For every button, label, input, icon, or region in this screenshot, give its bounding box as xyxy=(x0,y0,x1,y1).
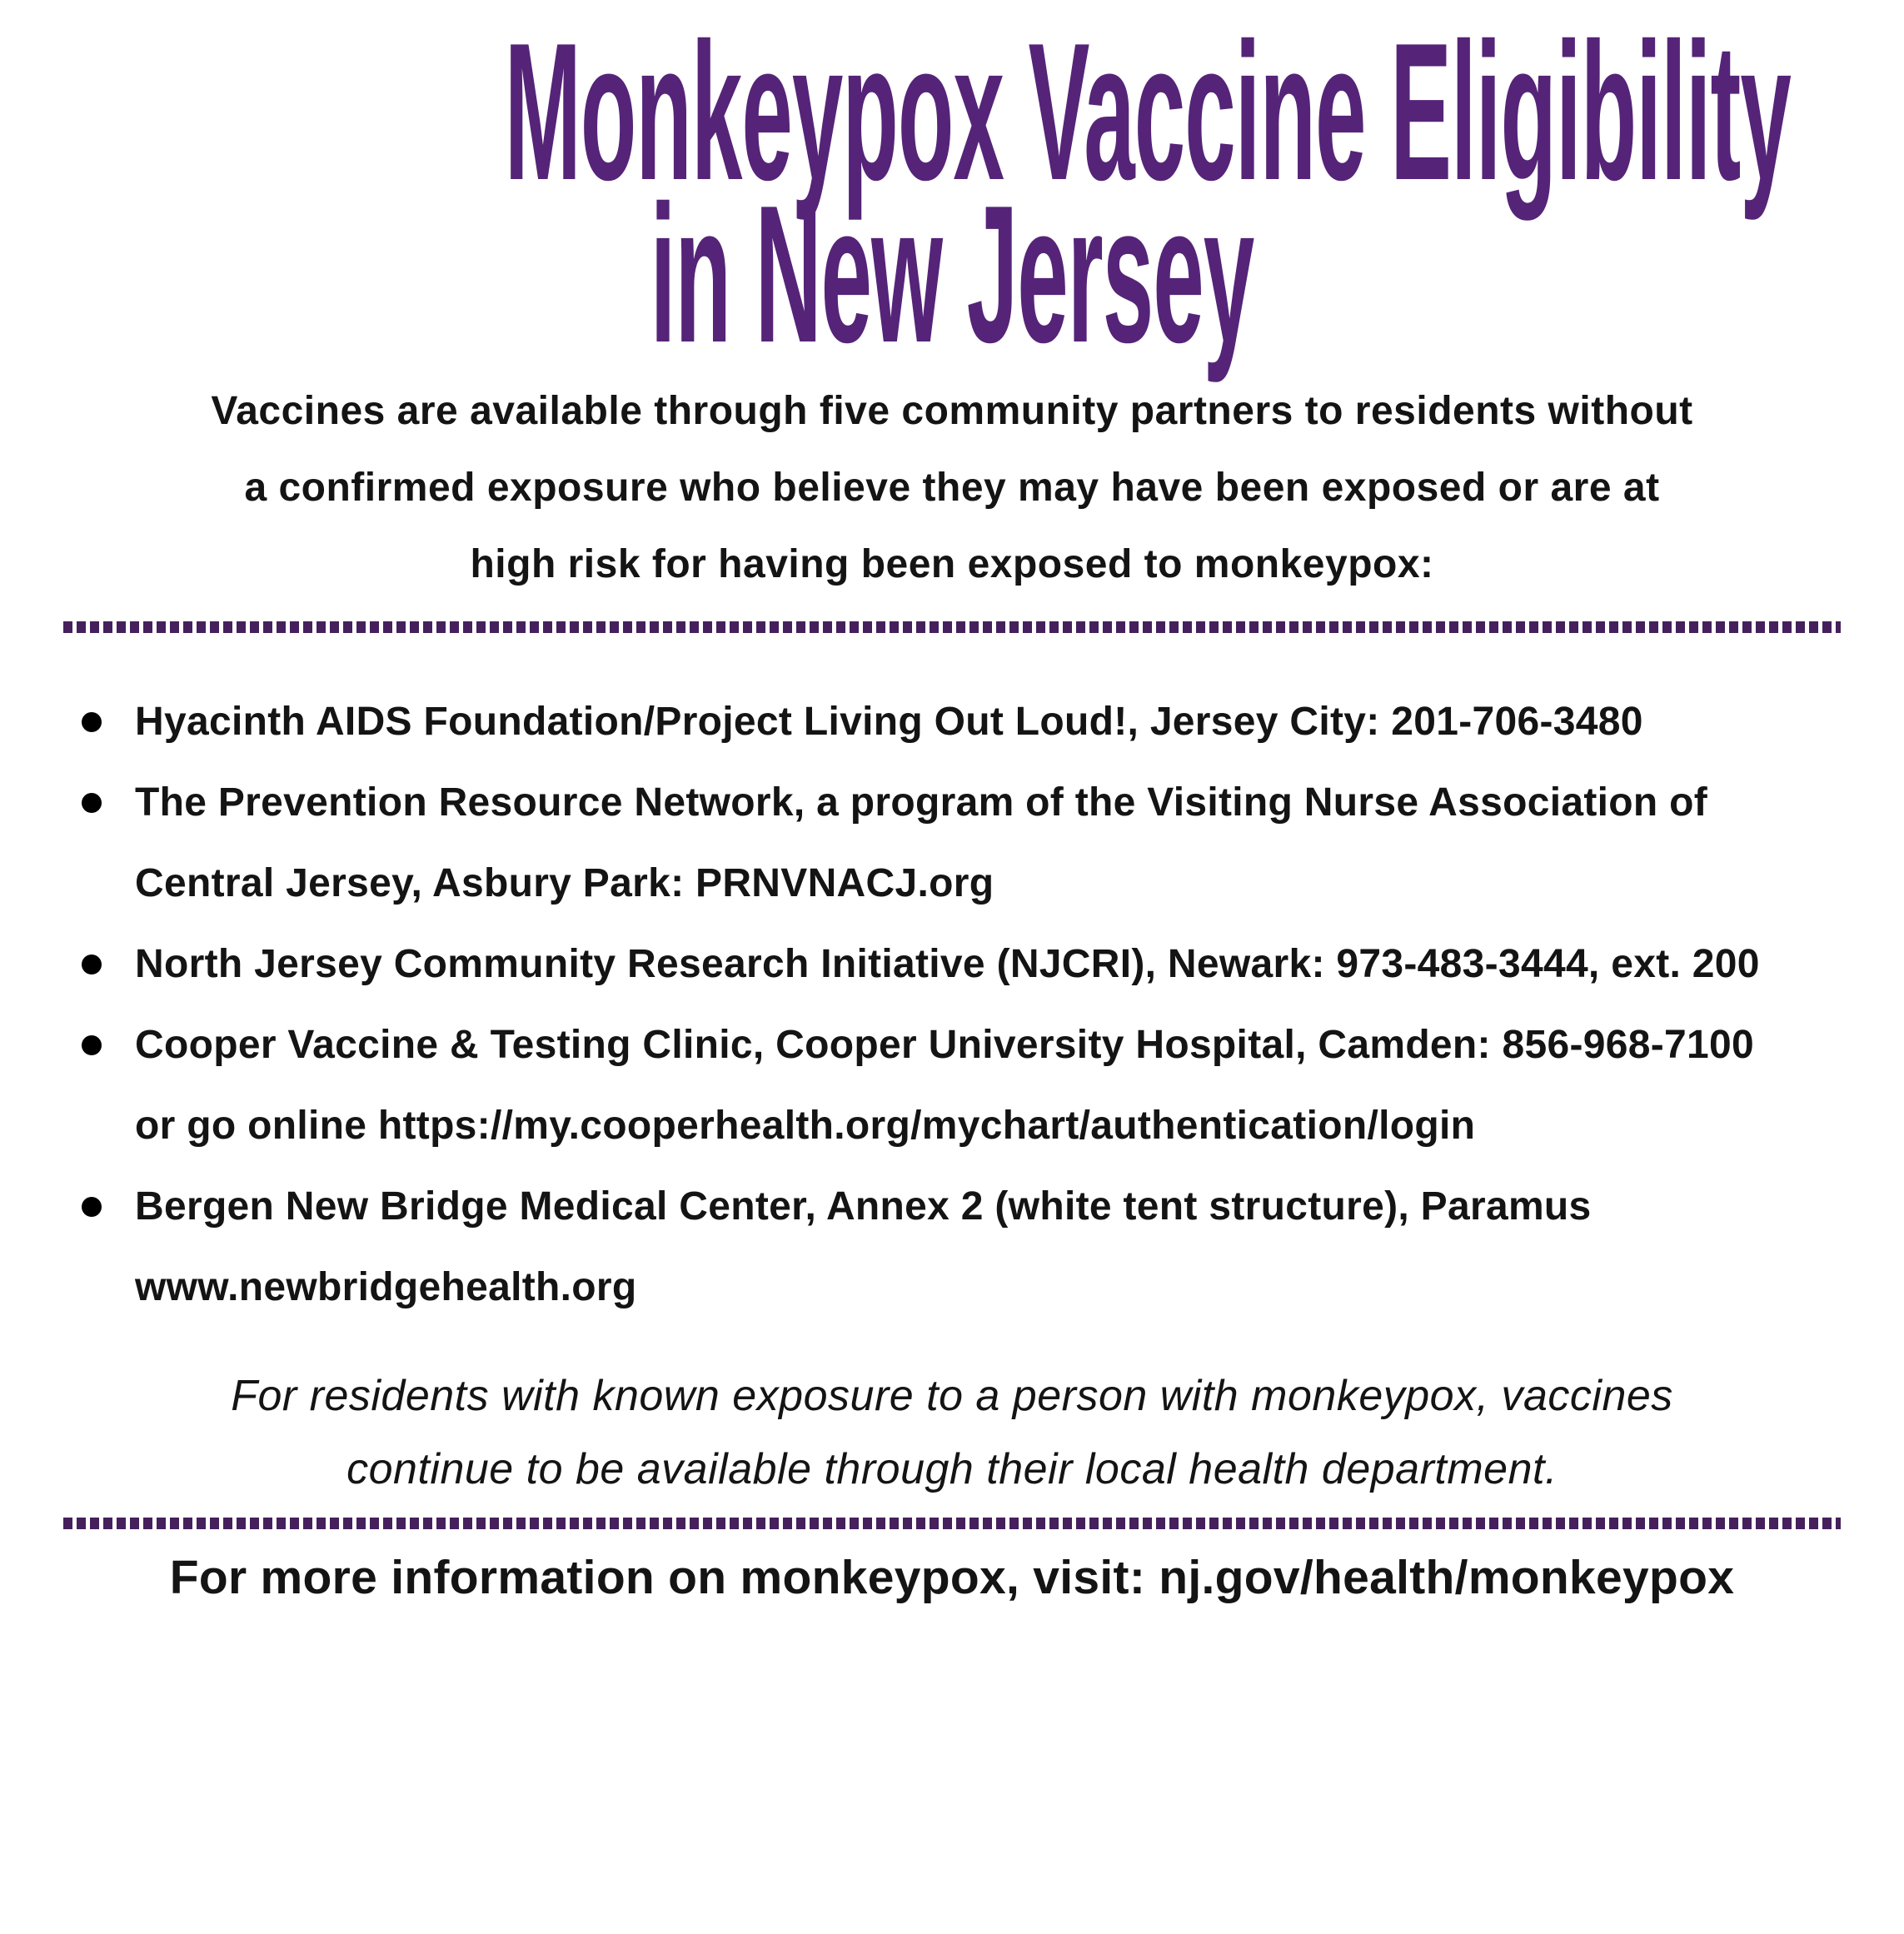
dotted-divider-bottom xyxy=(63,1518,1841,1529)
partner-list xyxy=(0,681,1904,1328)
list-item xyxy=(135,1004,1802,1166)
dotted-divider-top xyxy=(63,621,1841,633)
partner-text: Bergen New Bridge Medical Center, Annex 2 (white tent structure), Paramus www.newbridgehealth.org xyxy=(135,1184,1592,1309)
partner-text: The Prevention Resource Network, a program of the Visiting Nurse Association of Central Jersey, Asbury Park: PRNVNACJ.org xyxy=(135,780,1708,905)
intro-paragraph xyxy=(0,373,1904,603)
note-line-2: continue to be available through their local health department. xyxy=(346,1445,1558,1493)
list-item xyxy=(135,762,1802,924)
intro-line-2: a confirmed exposure who believe they may have been exposed or are at xyxy=(244,466,1660,510)
partner-text: North Jersey Community Research Initiative (NJCRI), Newark: 973-483-3444, ext. 200 xyxy=(135,942,1760,986)
note-line-1: For residents with known exposure to a person with monkeypox, vaccines xyxy=(231,1372,1673,1420)
bullet-icon xyxy=(82,1197,102,1217)
partner-text: Cooper Vaccine & Testing Clinic, Cooper University Hospital, Camden: 856-968-7100 or go online https://my.cooperhealth.org/mychart/authentication/login xyxy=(135,1023,1754,1148)
bullet-icon xyxy=(82,712,102,732)
partner-text: Hyacinth AIDS Foundation/Project Living Out Loud!, Jersey City: 201-706-3480 xyxy=(135,700,1643,744)
list-item xyxy=(135,1166,1802,1328)
bullet-icon xyxy=(82,1035,102,1055)
bullet-icon xyxy=(82,955,102,974)
intro-line-1: Vaccines are available through five community partners to residents without xyxy=(211,389,1693,433)
intro-line-3: high risk for having been exposed to monkeypox: xyxy=(470,542,1434,586)
known-exposure-note xyxy=(0,1359,1904,1506)
list-item xyxy=(135,681,1802,762)
page-title xyxy=(0,2,1904,383)
page-title-line-2: in New Jersey xyxy=(650,164,1254,383)
page-title-line-1: Monkeypox Vaccine Eligibility xyxy=(504,2,1791,221)
footer-text: For more information on monkeypox, visit: nj.gov/health/monkeypox xyxy=(169,1551,1735,1604)
flyer xyxy=(0,2,1904,1934)
bullet-icon xyxy=(82,793,102,813)
list-item xyxy=(135,924,1802,1004)
